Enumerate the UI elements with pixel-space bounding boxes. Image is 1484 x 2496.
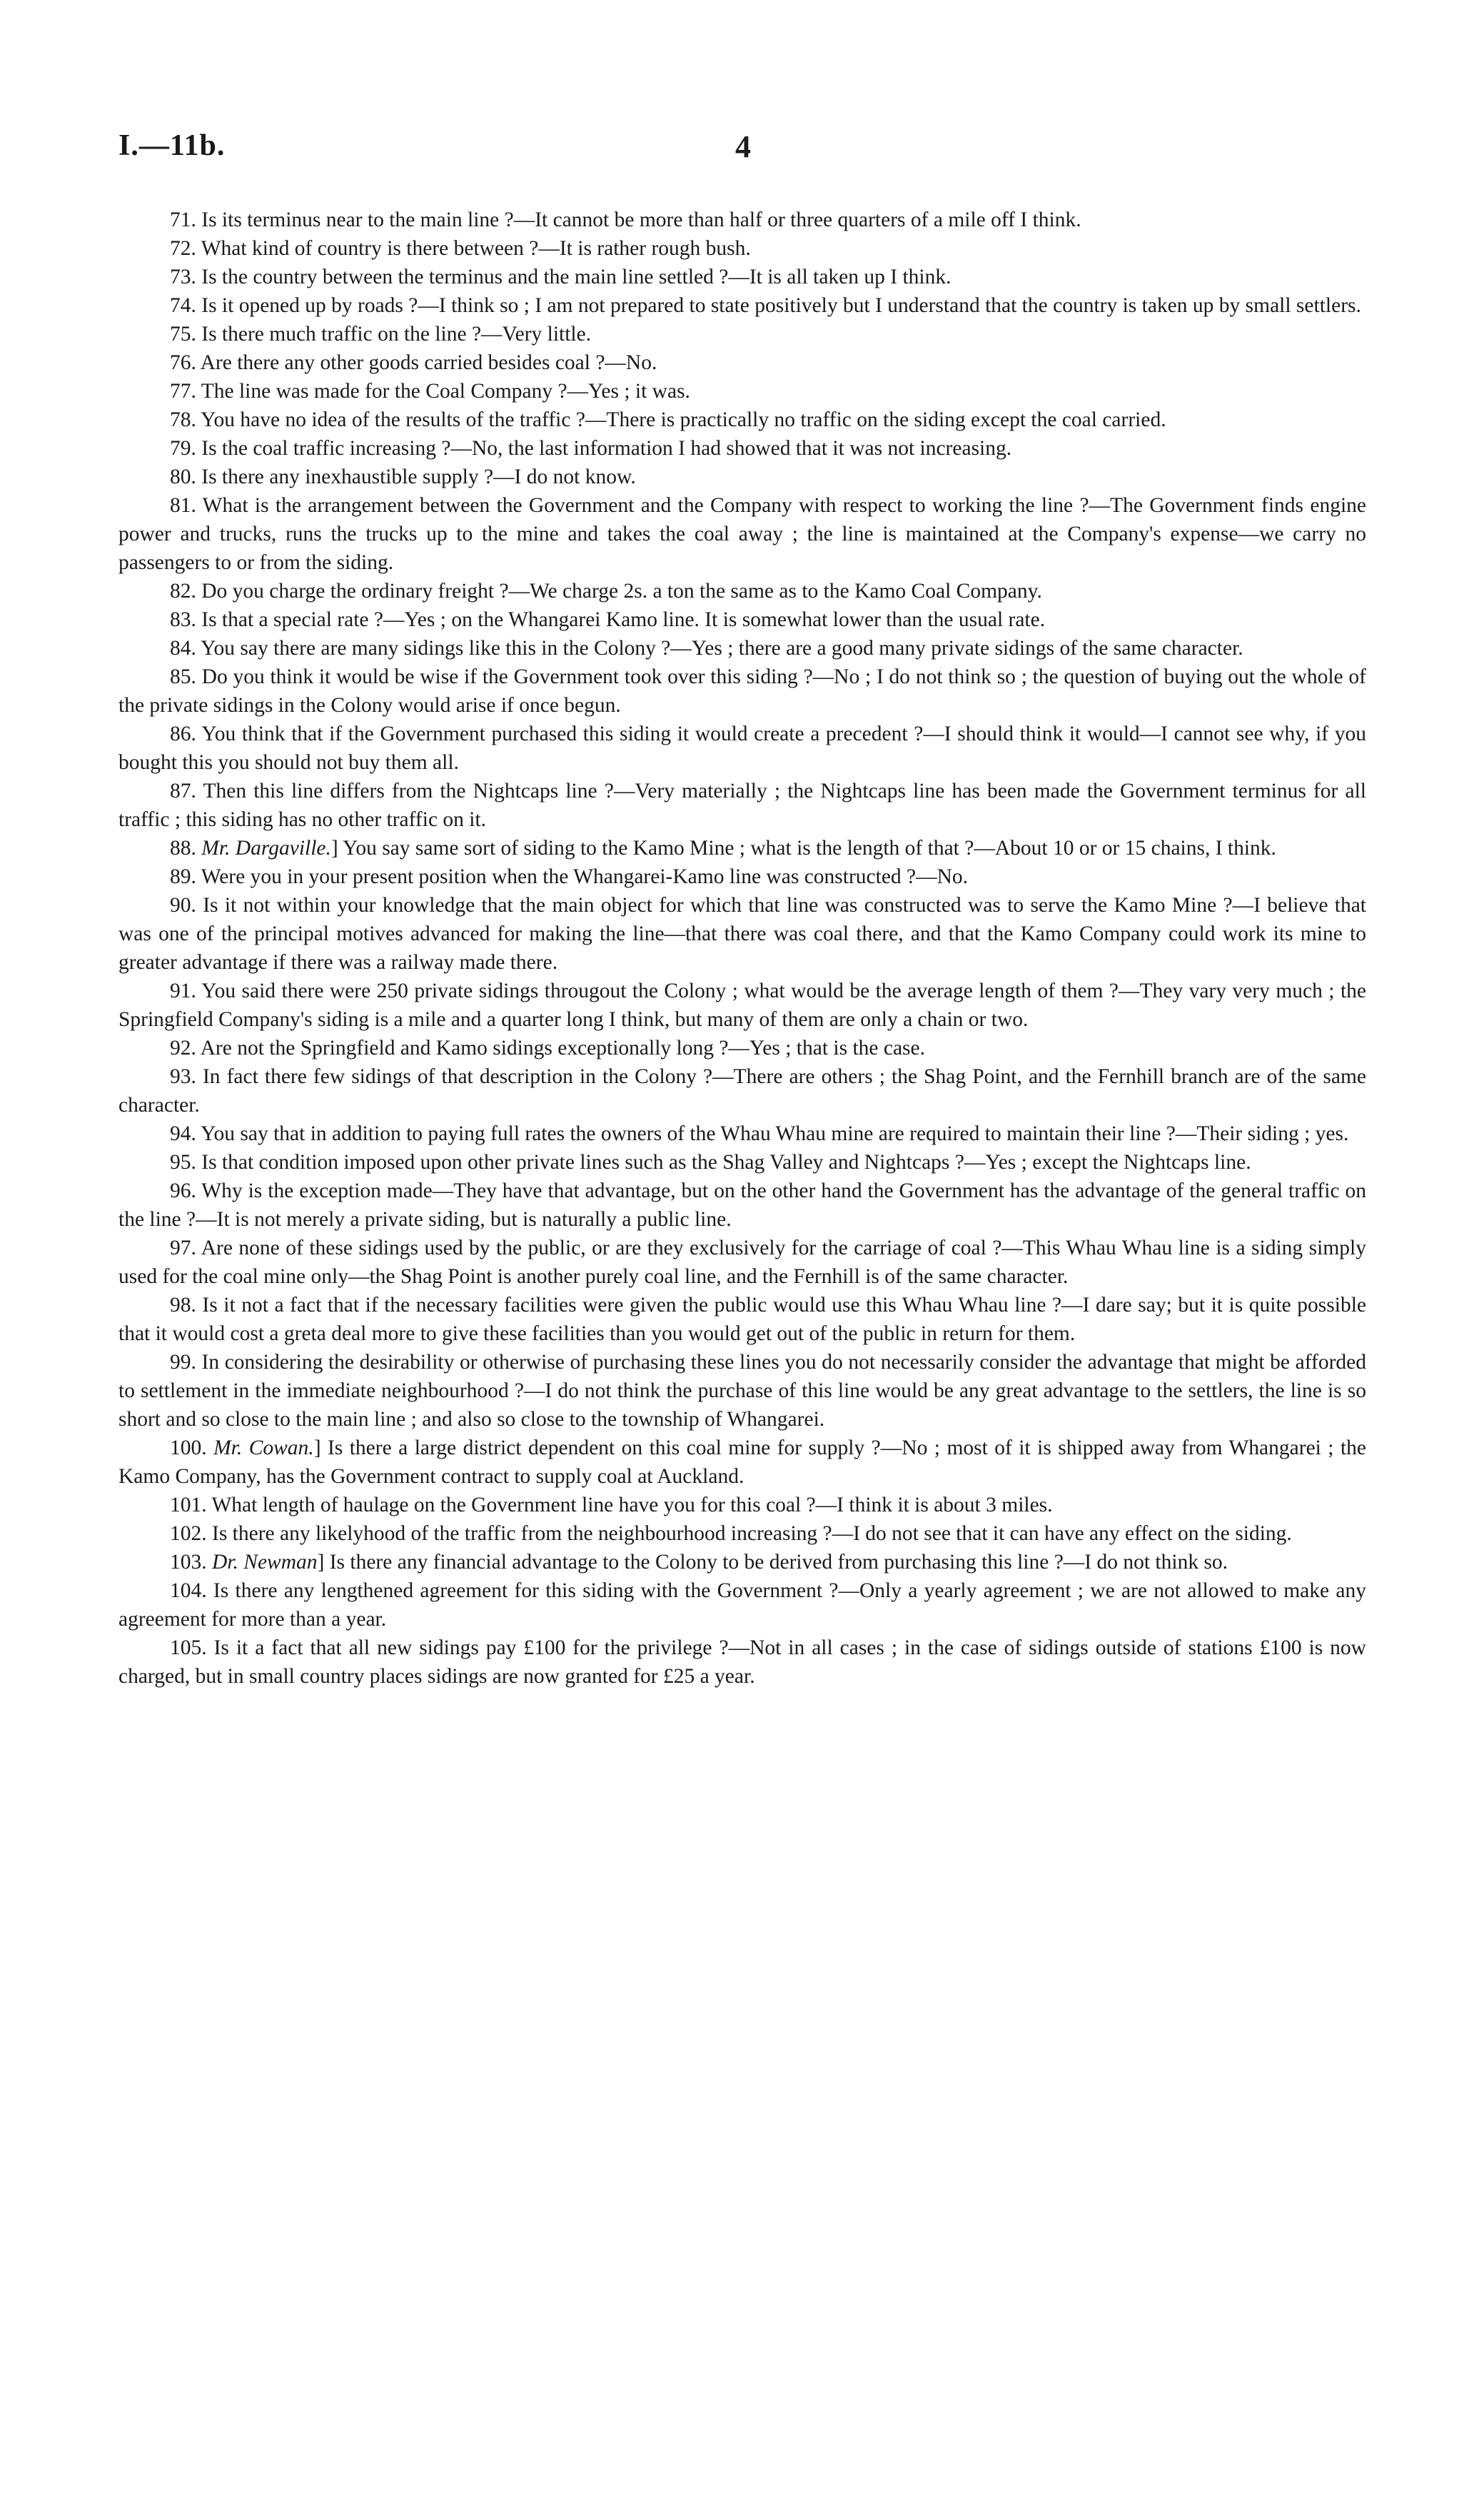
- question-answer: 103. Dr. Newman] Is there any financial advantage to the Colony to be derived from purchasing this line ?—I do not think so.: [170, 1551, 1228, 1574]
- question-answer: 72. What kind of country is there between ?—It is rather rough bush.: [170, 237, 751, 260]
- speaker-name: Mr. Dargaville.: [201, 837, 331, 860]
- question-answer: 91. You said there were 250 private sidings througout the Colony ; what would be the average length of them ?—They vary very much ; the Springfield Company's siding is a mile and a quarter long I think, but many of them are only a chain or two.: [118, 980, 1366, 1031]
- question-answer: 104. Is there any lengthened agreement for this siding with the Government ?—Only a yearly agreement ; we are not allowed to make any agreement for more than a year.: [118, 1579, 1366, 1631]
- question-answer: 80. Is there any inexhaustible supply ?—I do not know.: [170, 466, 636, 488]
- evidence-body: [118, 206, 1366, 1691]
- document-reference: I.—11b.: [118, 129, 226, 162]
- question-answer: 89. Were you in your present position when the Whangarei-Kamo line was constructed ?—No.: [170, 865, 969, 888]
- question-answer: 101. What length of haulage on the Government line have you for this coal ?—I think it is about 3 miles.: [170, 1494, 1053, 1516]
- question-answer: 95. Is that condition imposed upon other private lines such as the Shag Valley and Nightcaps ?—Yes ; except the Nightcaps line.: [170, 1151, 1251, 1174]
- question-answer: 73. Is the country between the terminus and the main line settled ?—It is all taken up I think.: [170, 266, 952, 288]
- page-number: 4: [735, 129, 751, 164]
- question-answer: 102. Is there any likelyhood of the traffic from the neighbourhood increasing ?—I do not see that it can have any effect on the siding.: [170, 1522, 1292, 1545]
- question-answer: 76. Are there any other goods carried besides coal ?—No.: [170, 351, 657, 374]
- question-answer: 93. In fact there few sidings of that description in the Colony ?—There are others ; the Shag Point, and the Fernhill branch are of the same character.: [118, 1065, 1366, 1117]
- question-answer: 88. Mr. Dargaville.] You say same sort of siding to the Kamo Mine ; what is the length of that ?—About 10 or or 15 chains, I think.: [170, 837, 1276, 860]
- question-answer: 90. Is it not within your knowledge that the main object for which that line was constructed was to serve the Kamo Mine ?—I believe that was one of the principal motives advanced for making the line—that there was coal there, and that the Kamo Company could work its mine to greater advantage if there was a railway made there.: [118, 894, 1366, 974]
- question-answer: 77. The line was made for the Coal Company ?—Yes ; it was.: [170, 380, 690, 403]
- question-answer: 83. Is that a special rate ?—Yes ; on the Whangarei Kamo line. It is somewhat lower than the usual rate.: [170, 608, 1046, 631]
- question-answer: 94. You say that in addition to paying full rates the owners of the Whau Whau mine are required to maintain their line ?—Their siding ; yes.: [170, 1122, 1349, 1145]
- question-answer: 105. Is it a fact that all new sidings pay £100 for the privilege ?—Not in all cases ; in the case of sidings outside of stations £100 is now charged, but in small country places sidings are now granted for £25 a year.: [118, 1636, 1366, 1688]
- question-answer: 79. Is the coal traffic increasing ?—No, the last information I had showed that it was not increasing.: [170, 437, 1012, 460]
- question-answer: 98. Is it not a fact that if the necessary facilities were given the public would use this Whau Whau line ?—I dare say; but it is quite possible that it would cost a greta deal more to give these facilities than you would get out of the public in return for them.: [118, 1294, 1366, 1345]
- question-answer: 82. Do you charge the ordinary freight ?—We charge 2s. a ton the same as to the Kamo Coal Company.: [170, 580, 1042, 603]
- question-answer: 81. What is the arrangement between the Government and the Company with respect to working the line ?—The Government finds engine power and trucks, runs the trucks up to the mine and takes the coal away ; the line is maintained at the Company's expense—we carry no passengers to or from the siding.: [118, 494, 1366, 574]
- question-answer: 100. Mr. Cowan.] Is there a large district dependent on this coal mine for supply ?—No ; most of it is shipped away from Whangarei ; the Kamo Company, has the Government contract to supply coal at Auckland.: [118, 1436, 1367, 1488]
- question-answer: 97. Are none of these sidings used by the public, or are they exclusively for the carriage of coal ?—This Whau Whau line is a siding simply used for the coal mine only—the Shag Point is another purely coal line, and the Fernhill is of the same character.: [118, 1237, 1366, 1288]
- question-answer: 92. Are not the Springfield and Kamo sidings exceptionally long ?—Yes ; that is the case.: [170, 1037, 926, 1060]
- question-answer: 84. You say there are many sidings like this in the Colony ?—Yes ; there are a good many private sidings of the same character.: [170, 637, 1243, 660]
- question-answer: 99. In considering the desirability or otherwise of purchasing these lines you do not necessarily consider the advantage that might be afforded to settlement in the immediate neighbourhood ?—I do not think the purchase of this line would be any great advantage to the settlers, the line is so short and so close to the main line ; and also so close to the township of Whangarei.: [118, 1351, 1366, 1431]
- question-answer: 78. You have no idea of the results of the traffic ?—There is practically no traffic on the siding except the coal carried.: [170, 408, 1166, 431]
- question-answer: 71. Is its terminus near to the main line ?—It cannot be more than half or three quarters of a mile off I think.: [170, 208, 1081, 231]
- question-answer: 87. Then this line differs from the Nightcaps line ?—Very materially ; the Nightcaps line has been made the Government terminus for all traffic ; this siding has no other traffic on it.: [118, 780, 1366, 831]
- question-answer: 85. Do you think it would be wise if the Government took over this siding ?—No ; I do not think so ; the question of buying out the whole of the private sidings in the Colony would arise if once begun.: [118, 665, 1366, 717]
- question-answer: 74. Is it opened up by roads ?—I think so ; I am not prepared to state positively but I understand that the country is taken up by small settlers.: [170, 294, 1361, 317]
- speaker-name: Mr. Cowan.: [213, 1436, 314, 1459]
- speaker-name: Dr. Newman: [212, 1551, 318, 1574]
- question-answer: 96. Why is the exception made—They have that advantage, but on the other hand the Government has the advantage of the general traffic on the line ?—It is not merely a private siding, but is naturally a public line.: [118, 1179, 1366, 1231]
- question-answer: 86. You think that if the Government purchased this siding it would create a precedent ?—I should think it would—I cannot see why, if you bought this you should not buy them all.: [118, 723, 1366, 774]
- question-answer: 75. Is there much traffic on the line ?—Very little.: [170, 323, 592, 346]
